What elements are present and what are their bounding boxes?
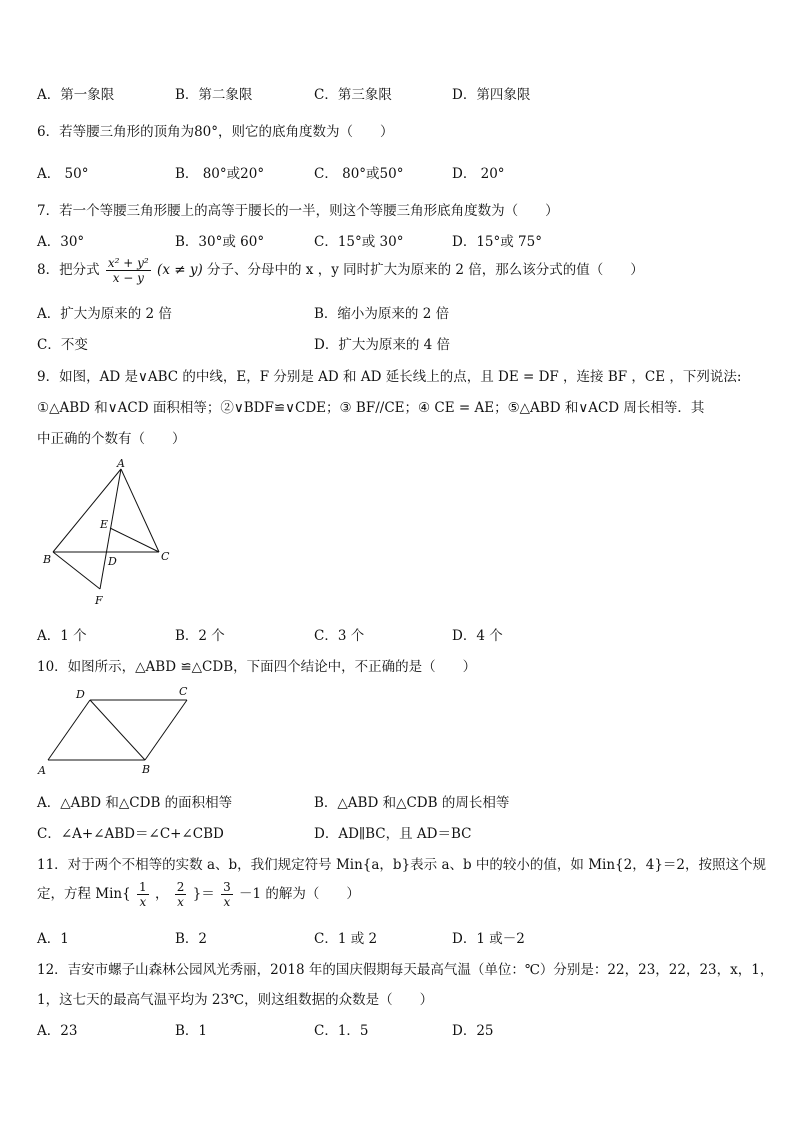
q10-segment-bc xyxy=(145,700,187,760)
q9-label-e: E xyxy=(100,518,109,531)
q9-stem-line3: 中正确的个数有（ ） xyxy=(37,431,186,447)
q7-option-b: B．30°或 60° xyxy=(175,234,265,250)
q9-label-d: D xyxy=(108,555,117,568)
q12-option-a: A．23 xyxy=(37,1023,78,1039)
q9-label-b: B xyxy=(43,553,52,566)
q11-option-b: B．2 xyxy=(175,931,208,947)
q8-option-d: D．扩大为原来的 4 倍 xyxy=(314,337,450,353)
q9-stem-line2: ①△ABD 和∨ACD 面积相等；②∨BDF≌∨CDE；③ BF//CE；④ CE = AE；⑤△ABD 和∨ACD 周长相等．其 xyxy=(37,400,705,416)
q12-stem-line1: 12．吉安市螺子山森林公园风光秀丽，2018 年的国庆假期每天最高气温（单位：℃）分别是：22，23，22，23，x，1， xyxy=(37,962,774,978)
q9-option-a: A．1 个 xyxy=(37,628,87,644)
q11-stem-line1: 11．对于两个不相等的实数 a、b，我们规定符号 Min{a，b}表示 a、b 中的较小的值，如 Min{2，4}＝2，按照这个规 xyxy=(37,857,766,873)
q9-label-c: C xyxy=(161,550,170,563)
q11-fraction-2-numerator: 2 xyxy=(176,880,185,894)
q9-option-d: D．4 个 xyxy=(452,628,503,644)
q10-label-c: C xyxy=(179,685,188,698)
q12-stem-line2: 1，这七天的最高气温平均为 23℃，则这组数据的众数是（ ） xyxy=(37,992,434,1008)
q10-label-d: D xyxy=(76,688,85,701)
q11-fraction-3-numerator: 3 xyxy=(223,880,231,894)
q10-option-b: B．△ABD 和△CDB 的周长相等 xyxy=(314,795,510,811)
q8-fraction-denominator: x − y xyxy=(112,271,144,285)
q10-option-c: C．∠A+∠ABD＝∠C+∠CBD xyxy=(37,826,224,842)
q6-option-a: A． 50° xyxy=(37,166,89,182)
q9-segment-ec xyxy=(110,528,159,552)
q11-fraction-3-denominator: x xyxy=(223,895,231,909)
q7-stem: 7．若一个等腰三角形腰上的高等于腰长的一半，则这个等腰三角形底角度数为（ ） xyxy=(37,203,559,219)
q8-condition: (x ≠ y) xyxy=(157,262,203,278)
q10-label-b: B xyxy=(142,763,151,776)
q11-line2-suffix: －1 的解为（ ） xyxy=(239,886,360,902)
q9-segment-ac xyxy=(121,469,159,552)
q11-fraction-1 xyxy=(137,880,149,909)
q9-segment-ab xyxy=(53,469,121,552)
q5-option-c: C．第三象限 xyxy=(314,87,392,103)
q11-fraction-2 xyxy=(175,880,187,909)
q8-option-a: A．扩大为原来的 2 倍 xyxy=(37,306,172,322)
q9-label-a: A xyxy=(117,457,125,470)
q11-fraction-2-denominator: x xyxy=(177,895,184,909)
q11-middle: }＝ xyxy=(192,886,215,902)
q7-option-d: D．15°或 75° xyxy=(452,234,542,250)
q5-option-b: B．第二象限 xyxy=(175,87,253,103)
q11-option-c: C．1 或 2 xyxy=(314,931,378,947)
q8-suffix: 分子、分母中的 x ，y 同时扩大为原来的 2 倍，那么该分式的值（ ） xyxy=(207,262,644,278)
q10-label-a: A xyxy=(38,764,46,777)
q11-line2-prefix: 定，方程 Min{ xyxy=(37,886,131,902)
q11-option-d: D．1 或－2 xyxy=(452,931,525,947)
q12-option-b: B．1 xyxy=(175,1023,208,1039)
q9-stem-line1: 9．如图，AD 是∨ABC 的中线，E，F 分别是 AD 和 AD 延长线上的点，且 DE = DF ，连接 BF ，CE ，下列说法: xyxy=(37,369,742,385)
q5-option-a: A．第一象限 xyxy=(37,87,115,103)
q11-option-a: A．1 xyxy=(37,931,69,947)
q11-fraction-1-numerator: 1 xyxy=(139,880,147,894)
q8-stem xyxy=(37,256,644,285)
q8-option-c: C．不变 xyxy=(37,337,88,353)
q9-label-f: F xyxy=(95,594,103,607)
q9-figure-triangle xyxy=(38,455,178,610)
q11-separator: ， xyxy=(154,886,169,902)
q8-fraction xyxy=(106,256,151,285)
q9-segment-bf xyxy=(53,552,100,589)
q6-option-c: C． 80°或50° xyxy=(314,166,404,182)
q8-option-b: B．缩小为原来的 2 倍 xyxy=(314,306,450,322)
q10-segment-da xyxy=(48,700,90,760)
q8-prefix: 8．把分式 xyxy=(37,262,100,278)
q6-stem: 6．若等腰三角形的顶角为80°，则它的底角度数为（ ） xyxy=(37,124,394,140)
q7-option-c: C．15°或 30° xyxy=(314,234,404,250)
q12-option-c: C．1．5 xyxy=(314,1023,369,1039)
q11-fraction-3 xyxy=(221,880,233,909)
q6-option-d: D． 20° xyxy=(452,166,505,182)
q10-stem: 10．如图所示，△ABD ≌△CDB，下面四个结论中，不正确的是（ ） xyxy=(37,659,477,675)
q11-stem-line2 xyxy=(37,880,360,909)
q5-option-d: D．第四象限 xyxy=(452,87,531,103)
q11-fraction-1-denominator: x xyxy=(139,895,147,909)
q8-fraction-numerator: x² + y² xyxy=(107,256,149,270)
q9-option-c: C．3 个 xyxy=(314,628,365,644)
q10-option-d: D．AD∥BC，且 AD＝BC xyxy=(314,826,472,842)
q6-option-b: B． 80°或20° xyxy=(175,166,265,182)
q12-option-d: D．25 xyxy=(452,1023,494,1039)
q7-option-a: A．30° xyxy=(37,234,85,250)
q9-option-b: B．2 个 xyxy=(175,628,225,644)
q10-segment-db xyxy=(90,700,145,760)
q10-option-a: A．△ABD 和△CDB 的面积相等 xyxy=(37,795,233,811)
q10-figure-parallelogram xyxy=(35,683,195,778)
